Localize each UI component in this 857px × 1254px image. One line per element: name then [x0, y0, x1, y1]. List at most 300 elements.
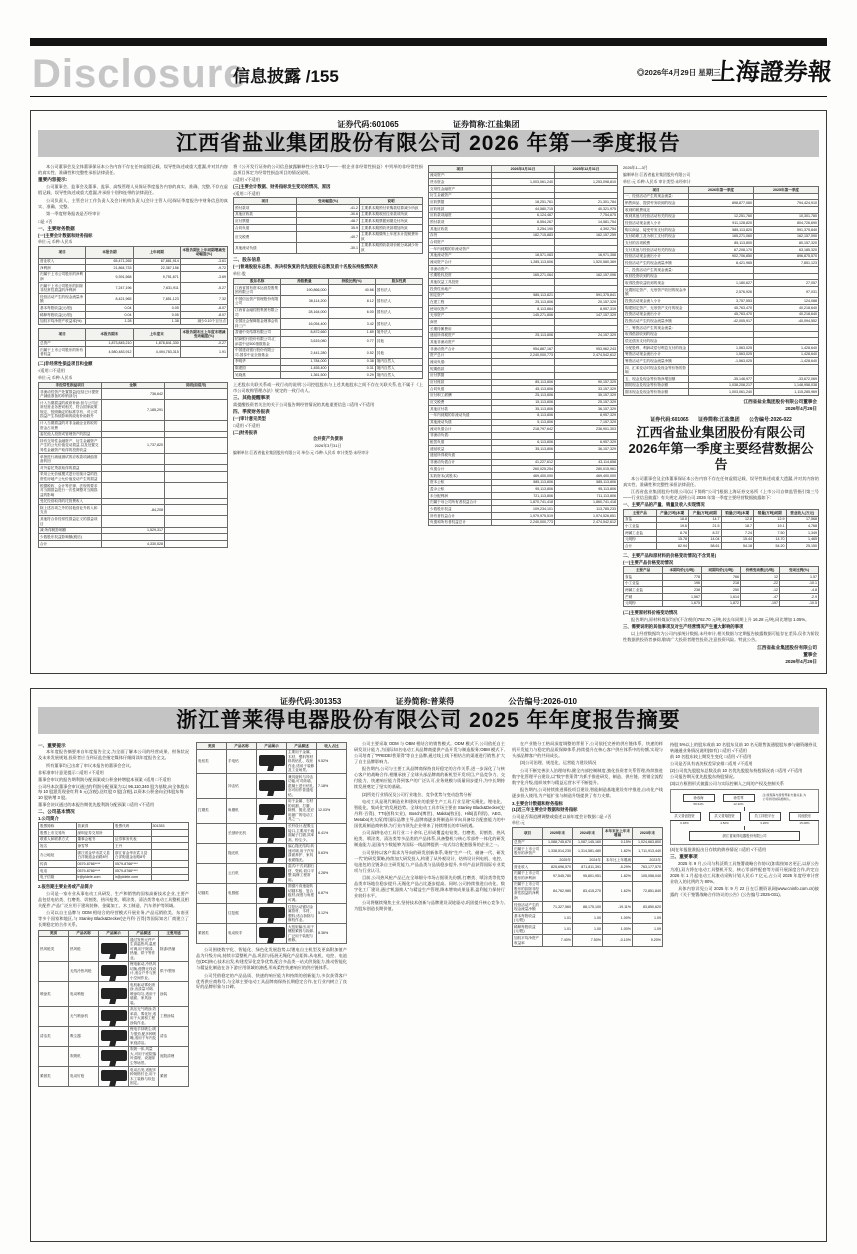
cell-value: 7.40% — [543, 935, 573, 946]
cell-value: 0.77 — [328, 336, 375, 347]
cell-value: 12 — [741, 573, 780, 580]
a1b-signature — [623, 645, 817, 666]
col-header: 销量(万吨)同期 — [754, 510, 787, 517]
cell-product: 元明粉 — [624, 536, 657, 543]
cell-value: 896,875,570 — [754, 253, 819, 260]
tool-photo — [101, 943, 127, 954]
cell-description: 锂电手持吸尘,吸力强劲,配多种吸嘴,适用于车内及家庭清洁。 — [129, 1026, 159, 1046]
key-indicators-table — [512, 827, 663, 946]
non-recurring-items-table — [38, 382, 228, 548]
cell-label: 归属于上市公司股东的净利润 — [39, 271, 86, 282]
table-row — [39, 305, 228, 312]
table-row — [624, 240, 819, 247]
cell-value — [555, 326, 618, 333]
cell-value: 7,247,196 — [86, 283, 133, 294]
cell-label: 总资产 — [39, 340, 86, 347]
cell-value: 88,175,100 — [573, 902, 603, 913]
cell-value: 83,415,270 — [573, 881, 603, 901]
table-row — [624, 600, 819, 607]
cell-value — [754, 331, 819, 338]
cell-value: 25,113,806 — [492, 392, 555, 399]
cell-value — [689, 338, 754, 345]
cell-share: 7.18% — [317, 774, 347, 799]
table-row — [624, 318, 819, 325]
cell-value: 6,957,329 — [555, 439, 618, 446]
cell-description: 往复运动锯切金属管材、木材、塑料,适合拆除与修枝作业。 — [287, 904, 317, 924]
product-row — [39, 937, 189, 962]
cell-label: 持有交易性金融资产、衍生金融资产产生的公允价值变动损益,以及处置交易性金融资产取得的投资收益 — [39, 438, 102, 454]
cell-value: -0.27 — [180, 340, 227, 347]
cell-value: 1,003,061,240 — [689, 389, 754, 396]
cell-description: 偏心抛光结构,转速可调,用于汽车漆面养护、家具表面抛光。 — [287, 843, 317, 863]
cell-value — [492, 172, 555, 179]
stock-code: 证券代码:301353 — [280, 697, 342, 706]
table-row — [39, 465, 228, 472]
cell-value: 90,157,329 — [555, 379, 618, 386]
cell-item: 存货 — [429, 232, 492, 239]
cell-note — [165, 498, 228, 505]
table-row — [624, 200, 819, 207]
paragraph: 公司是一家专业从事电动工具研发、生产和销售的国家高新技术企业,主要产品包括电钻类、打磨类、切割类、热风枪类、喷涂类、清洁类等电动工具整机及相关配件,产品广泛应用于建筑装修、金属加工、木工制造、汽车养护等领域。 — [38, 890, 189, 908]
col-header: 价格变动数(元/吨) — [741, 567, 780, 574]
cell-value — [754, 267, 819, 274]
table-row — [39, 874, 189, 881]
tool-photo — [101, 988, 127, 999]
cell-item: 应收票据 — [429, 199, 492, 206]
cell-value: 38,114,200 — [281, 296, 328, 307]
cell-note: 主要系本期票据到期兑付所致 — [360, 218, 423, 225]
cell-note: 主要系本期收回往来款项所致 — [360, 211, 423, 218]
cell-value: 1,024,663,800 — [633, 839, 663, 846]
paragraph: 公司坚持以客户需求为导向的研发创新体系,秉持“生产一代、储备一代、研发一代”的研发策略,持续加大研发投入,构建了从外观设计、结构设计到电机、电控、电池包的全链条自主研发能力,产品品类与品质稳步提升,多项产品获得国际专业奖项与行业认可。 — [354, 849, 505, 873]
product-row — [197, 863, 347, 883]
cell-item: 未分配利润 — [429, 492, 492, 499]
col-header: 产品名称 — [69, 930, 99, 937]
cell-value: 1,455,400 — [281, 365, 328, 372]
checkbox-line: 非标准审计意见提示 □适用 √不适用 — [38, 770, 104, 776]
cell-value: 145,271,806 — [492, 312, 555, 319]
unit-note: 单位:元 — [512, 820, 525, 826]
sub-announcement-codes — [623, 416, 819, 423]
cell-share: 9.52% — [317, 749, 347, 774]
hint-heading: 重要内容提示: — [38, 177, 68, 183]
cell-value: -48.7 — [297, 218, 360, 225]
signature-company: 江西省盐业集团股份有限公司 — [757, 644, 817, 650]
paragraph: 在产业链分工格局深度调整的背景下,公司依托完善的供应链体系、快速的样机开发能力与稳定的品质保障体系,持续提升在核心客户供应体系中的份额,实现与头部品牌客户的共同成长。 — [512, 741, 663, 758]
product-row — [197, 843, 347, 863]
table-row — [234, 296, 423, 307]
cell-value: 469,400,000 — [492, 472, 555, 479]
cell-label: 采用公允价值模式进行后续计量的投资性房地产公允价值变动产生的损益 — [39, 471, 102, 482]
cell-value: 0579-8766**** — [76, 861, 114, 868]
a2-column-1 — [38, 741, 189, 1233]
col-header: 主要产品 — [624, 567, 663, 574]
cell-value — [492, 186, 555, 193]
col-header: 销量(万吨)本期 — [721, 510, 754, 517]
cell-value2 — [151, 850, 189, 861]
cell-value: 18,251,761 — [492, 199, 555, 206]
cell-item: 四、汇率变动对现金及现金等价物的影响 — [624, 364, 689, 375]
cell-value: 14.04 — [689, 536, 722, 543]
cell-item: 加权平均净资产收益率 — [513, 935, 543, 946]
cell-value: 84,762,980 — [543, 881, 573, 901]
cf-unit-note: 单位:元 币种:人民币 审计类型:未经审计 — [623, 179, 691, 184]
cell-value: 778 — [663, 573, 702, 580]
cell-value: 1,314,581,480 — [573, 846, 603, 857]
checkbox-line: 董事会审议的报告期利润分配预案或公积金转增股本预案 √适用 □不适用 — [38, 777, 171, 782]
cell-value: 1.00 — [573, 913, 603, 924]
cell-product: 食盐 — [624, 573, 663, 580]
a1-signature — [623, 399, 817, 413]
cell-value — [689, 324, 754, 331]
cell-item: 处置固定资产、无形资产收回的现金净额 — [624, 287, 689, 298]
cell-item: 递延收益 — [429, 446, 492, 453]
cell-value: 1.01 — [543, 913, 573, 924]
cell-product-image — [99, 961, 129, 981]
table-row — [429, 252, 618, 259]
table-row — [429, 292, 618, 299]
cell-label: 合同负债 — [234, 225, 297, 232]
table-row — [429, 339, 618, 346]
cell-item: 非流动负债: — [429, 432, 492, 439]
a2-col5-paragraphs — [670, 861, 819, 898]
cell-value: 1.00 — [573, 924, 603, 935]
holding-box: 其他股东 — [789, 812, 820, 820]
tool-photo — [259, 847, 285, 858]
cell-shareholder: 中国信达资产管理股份有限公司 — [234, 296, 281, 307]
col-header: 产量(万吨)同期 — [689, 510, 722, 517]
paragraph: 2025 年 9 月,公司与科沃斯工具签署战略合作协议(如需按知名更正,以原公告为准),双方将在电动工具整机开发、核心零部件配套等方面开展深度合作,约定自 2026 年 1 月起电动工具滚动采购计划人民币 7 亿元,占公司 2025 年度经审计营业收入的比例约为 80%。 — [670, 860, 819, 884]
cell-value — [555, 286, 618, 293]
col-header: 说明 — [360, 198, 423, 205]
cell-value: 40.66 — [328, 285, 375, 296]
cell-label: 经营活动产生的现金流量净额 — [39, 294, 86, 305]
table-row — [624, 298, 819, 305]
subsection-heading: (三)主要会计数据、财务指标发生变动的情况、原因 — [233, 184, 331, 190]
cell-value: 162,157,090 — [754, 233, 819, 240]
cell-value: 0.38 — [328, 358, 375, 365]
cell-item: 购建固定资产、无形资产支付的现金 — [624, 304, 689, 311]
cell-value: 16,971,358 — [555, 252, 618, 259]
cell-item: 分配股利、利润或偿付利息支付的现金 — [624, 344, 689, 351]
cell-category — [39, 1006, 69, 1026]
subsection-heading: (二)财务报表 — [233, 429, 258, 435]
paragraph: 公司董事会、监事会及董事、监事、高级管理人员保证季度报告内容的真实、准确、完整,不存在虚假记载、误导性陈述或重大遗漏,并承担个别和连带的法律责任。 — [38, 184, 228, 196]
cell-value: 1,872 — [702, 600, 741, 607]
cell-value: 19.1 — [754, 523, 787, 530]
cell-value: 1,979,975,519 — [492, 512, 555, 519]
table-row — [513, 881, 663, 901]
cell-value: 35,113,806 — [492, 406, 555, 413]
cell-type: 其他 — [375, 347, 422, 358]
section-title-cn: 信息披露 /155 — [233, 67, 339, 86]
table-row — [624, 247, 819, 254]
cell-note — [165, 431, 228, 438]
col-header: 非经常性损益项目 — [39, 382, 102, 389]
a2-column-3 — [354, 741, 505, 1233]
cell-description: 主要用于金属、木材、塑料等材料的钻孔、攻丝作业,适用于装修及工业场景。 — [287, 749, 317, 774]
col-header: 同期均价(元/吨) — [702, 567, 741, 574]
masthead-logo: 上海證券報 — [710, 60, 833, 86]
cell-item: 流动资产合计 — [429, 259, 492, 266]
cell-product: 芒硝 — [624, 593, 663, 600]
cell-value: 21.5 — [689, 523, 722, 530]
cell-shareholder: 招商银行股份有限公司-汇添富中证500指数基金 — [234, 336, 281, 347]
cell-label: 应付票据 — [234, 218, 297, 225]
ownership-percent: 6.18% — [680, 820, 689, 825]
col-header: 产品描述 — [129, 930, 159, 937]
product-row — [39, 1066, 189, 1086]
cell-value: 35,157,329 — [555, 392, 618, 399]
cell-value: 6.00 — [328, 307, 375, 318]
holding-box: 员工持股平台 — [749, 812, 781, 820]
table-row — [429, 246, 618, 253]
a2-col3-paragraphs — [354, 741, 505, 912]
cell-key: 联系人和联系方式 — [39, 836, 77, 843]
tool-photo — [259, 804, 285, 815]
cell-value: 766 — [702, 573, 741, 580]
cell-item: 资本公积 — [429, 479, 492, 486]
table-row — [234, 347, 423, 358]
table-row — [39, 823, 189, 830]
cell-value: -19.11% — [603, 902, 633, 913]
cell-value: 825,696,570 — [543, 864, 573, 871]
cell-value: -10.1 — [780, 580, 819, 587]
cell-item: 实收资本(或股本) — [429, 472, 492, 479]
cell-category — [197, 774, 227, 799]
cell-value: 普莱得 — [76, 823, 114, 830]
table-row — [429, 266, 618, 273]
cell-value: 0.05 — [133, 312, 180, 319]
cell-value: 3,615,080 — [281, 336, 328, 347]
table-row — [39, 431, 228, 438]
cell-item: 使用权资产 — [429, 306, 492, 313]
col-header: 项目 — [39, 247, 86, 258]
table-row — [39, 389, 228, 400]
cell-value: 1.00% — [603, 913, 633, 924]
cell-key2 — [114, 830, 152, 837]
cell-value: 1,711,913,440 — [633, 846, 663, 857]
cell-value: 1,520,580,369 — [555, 259, 618, 266]
cell-value: 1,428,640 — [754, 351, 819, 358]
cell-value: 2023年 — [633, 857, 663, 864]
table-row — [39, 438, 228, 454]
table-row — [39, 400, 228, 420]
cell-value: 8.76 — [656, 530, 689, 537]
cell-value: 236,901,303 — [555, 426, 618, 433]
cell-value: 954,887,167 — [492, 346, 555, 353]
cell-shareholder: 中国建设银行股份有限公司-国泰中证全指基金 — [234, 347, 281, 358]
cell-value — [492, 266, 555, 273]
cell-value: 1,148,958,038 — [754, 382, 819, 389]
controller-box: 徐雪琴 — [723, 794, 755, 802]
col-header: 主要产品 — [624, 510, 657, 517]
paragraph: 公司以自主品牌与 ODM 相结合的经营模式开展业务,产品远销欧美、东南亚等多个国家和地区,与 Stanley Black&Decker(史丹利·百得)等国际知名厂商建立了长期稳定的合作关系。 — [38, 910, 189, 928]
cell-value: 1,003,061,240 — [492, 179, 555, 186]
unit-note: 单位:元 币种:人民币 — [38, 239, 73, 245]
stock-code: 证券代码:601065 — [650, 416, 689, 423]
cell-value: 162,157,096 — [555, 272, 618, 279]
cell-item: 流动负债: — [429, 359, 492, 366]
cell-item: 销售商品、提供劳务收到的现金 — [624, 200, 689, 207]
cell-item: 所有者权益合计 — [429, 512, 492, 519]
cell-note — [165, 534, 228, 541]
cell-description: 长杆设计,配吸尘接口,主要用于墙面腻子打磨,效率高、粉尘少。 — [287, 823, 317, 843]
table-row — [429, 239, 618, 246]
section-heading: 三、需要说明的其他事项及对生产经营情况产生重大影响的事项 — [623, 624, 744, 630]
cell-value: -3.69 — [180, 271, 227, 282]
cell-value: 8,872,660 — [281, 329, 328, 336]
cell-item: 总资产 — [513, 839, 543, 846]
cell-type: 境外法人 — [375, 329, 422, 336]
cell-value: 190,866,000 — [281, 285, 328, 296]
cell-item: 负债和所有者权益总计 — [429, 519, 492, 526]
table-row — [429, 399, 618, 406]
cell-key: 电话 — [39, 867, 77, 874]
cf-maker: 编制单位:江西省盐业集团股份有限公司 — [623, 172, 691, 177]
table-row — [234, 372, 423, 379]
cell-item: 合同负债 — [429, 386, 492, 393]
cell-value: 113,785,233 — [555, 506, 618, 513]
cell-label: 单独进行减值测试的应收款项减值准备转回 — [39, 454, 102, 465]
cell-item: 基本每股收益(元/股) — [513, 913, 543, 924]
table-row — [234, 242, 423, 253]
cell-product-image — [257, 863, 287, 883]
cell-value: 95,113,806 — [492, 486, 555, 493]
table-row — [429, 426, 618, 433]
cell-value: 0.29 — [328, 372, 375, 379]
cell-value: 21,301,784 — [555, 199, 618, 206]
cell-product: 小工业盐 — [624, 580, 663, 587]
cell-note — [165, 454, 228, 465]
cell-use: 紧固 — [159, 1066, 189, 1086]
cell-value: 1,349 — [786, 530, 819, 537]
cell-label: 净利润 — [39, 265, 86, 272]
cell-value: 1,465 — [786, 536, 819, 543]
cell-value: 7.24 — [721, 530, 754, 537]
cell-label: 归属于上市公司股东的所有者权益 — [39, 347, 86, 358]
cell-product-image — [257, 843, 287, 863]
cell-value: 95,801,951 — [573, 870, 603, 881]
cell-value — [754, 324, 819, 331]
balance-sheet-table — [428, 165, 618, 526]
table-row — [39, 471, 228, 482]
table-row — [624, 220, 819, 227]
tool-photo — [259, 755, 285, 766]
reminder-checkbox: 需提醒投资者关注的关于公司报告期经营情况的其他重要信息 □适用 √不适用 — [233, 402, 375, 408]
cell-value: -4.8 — [780, 587, 819, 594]
cell-item: 经营活动产生的现金流量净额 — [624, 260, 689, 267]
cell-value: 85,113,800 — [689, 240, 754, 247]
cell-value: 147,157,329 — [555, 312, 618, 319]
cell-description: 兼具旋转与冲击功能,可对砖墙、混凝土进行钻孔,亦可用作普通电钻。 — [287, 774, 317, 799]
cell-value: 0.04 — [86, 305, 133, 312]
cell-label: 其他应收款 — [234, 211, 297, 218]
cell-note — [165, 471, 228, 482]
table-row — [429, 512, 618, 519]
subsection-heading: (一)审计意见类型 — [233, 416, 266, 422]
cell-description: 电动击发,适配多种规格钉仓,用于木工装修与软包固定。 — [129, 1066, 159, 1086]
cell-value: 10,301,780 — [754, 213, 819, 220]
table-row — [429, 332, 618, 339]
paragraph: 具体内容详见公司 2025 年 9 月 22 日在巨潮资讯网(www.cninfo.com.cn)披露的《关于签署战略合作协议的公告》(公告编号:2025-031)。 — [670, 886, 819, 897]
article-2-codes — [31, 696, 826, 707]
subsection-heading: (二)非经常性损益项目和金额 — [38, 361, 93, 367]
cell-value — [102, 498, 165, 505]
cell-type: 国有法人 — [375, 318, 422, 329]
paragraph: 公司围绕数字化、智能化、绿色化发展趋势,以锂电自主机型及更高附加值产品为升级方向,持续丰富整机产品,巩固与拓展无绳化产品矩阵,从电机、电控、电池包(DC)核心技术出发,构建差异化竞争优势,配合多品类一站式供货能力,推动智能化与精益化制造在各下游应用领域的渗透,形成柔性快速响应的供应链体系。 — [196, 947, 347, 971]
holding-box: 武义普创投资 — [670, 812, 701, 820]
cell-value: -47 — [741, 593, 780, 600]
cell-value: 124,088 — [754, 298, 819, 305]
table-row — [39, 540, 228, 547]
cell-value: 14.7 — [689, 516, 722, 523]
ownership-percent: 12.32% — [733, 802, 744, 807]
cell-category: 紧固类 — [197, 924, 227, 944]
cell-value: 97,031 — [754, 287, 819, 298]
product-catalog-table-1 — [38, 930, 189, 1088]
cell-value: -41.2 — [297, 205, 360, 212]
table-row — [513, 935, 663, 946]
cell-value: 1,428,640 — [754, 344, 819, 351]
subsection-heading: 1.公司简介 — [38, 815, 59, 821]
table-row — [624, 593, 819, 600]
cell-value: 1,529,317 — [102, 527, 165, 534]
table-row — [39, 527, 228, 534]
cell-value: 15.44 — [721, 536, 754, 543]
cell-value: 12.8 — [721, 516, 754, 523]
cell-item: 非流动资产: — [429, 266, 492, 273]
cell-item: 衍生金融资产 — [429, 192, 492, 199]
col-header: 类别 — [39, 930, 69, 937]
table-row — [624, 536, 819, 543]
ownership-percent: 3.26% — [760, 820, 769, 825]
cell-value: 1,180,627 — [689, 280, 754, 287]
cell-product-image — [257, 924, 287, 944]
table-row — [39, 318, 228, 325]
cell-item: 固定资产 — [429, 292, 492, 299]
cash-flow-table — [623, 186, 819, 396]
cell-label: 预付款项 — [234, 205, 297, 212]
cell-item: 流动资产: — [429, 172, 492, 179]
table-row — [429, 479, 618, 486]
cell-value — [492, 432, 555, 439]
table-row — [429, 232, 618, 239]
cell-value: 0.05 — [133, 305, 180, 312]
cell-item: 其他应付款 — [429, 406, 492, 413]
cell-value: 80,157,320 — [754, 240, 819, 247]
cell-value: 1.38 — [133, 318, 180, 325]
col-header: 持股比例(%) — [328, 278, 375, 285]
cell-product-name: 吹吸机 — [69, 1046, 99, 1066]
cell-value — [555, 172, 618, 179]
subsection-heading: (一)主要产品价格变动情况 — [623, 559, 674, 565]
cell-value: 40,218,640 — [754, 304, 819, 311]
section-heading: 二、股东信息 — [233, 257, 261, 262]
cell-value — [555, 319, 618, 326]
cell-key: 传真 — [39, 861, 77, 868]
cell-share: 8.36% — [317, 924, 347, 944]
cell-value — [689, 207, 754, 214]
a2-col4-paragraphs — [512, 741, 663, 799]
col-header: 项目 — [513, 828, 543, 839]
col-header: 上年同期 — [133, 247, 180, 258]
cell-product-name: 电动喷枪 — [69, 981, 99, 1006]
cell-label: 计入当期损益的政府补助,但与公司正常经营业务密切相关、符合国家政策规定、按照确定的标准享有、对公司损益产生持续影响的政府补助除外 — [39, 400, 102, 420]
paragraph: (2)所处行业情况及公司行业地位、竞争优势与变动趋势分析 — [362, 791, 472, 797]
cell-key: 姓名 — [39, 843, 77, 850]
cell-value: 14.70 — [754, 536, 787, 543]
